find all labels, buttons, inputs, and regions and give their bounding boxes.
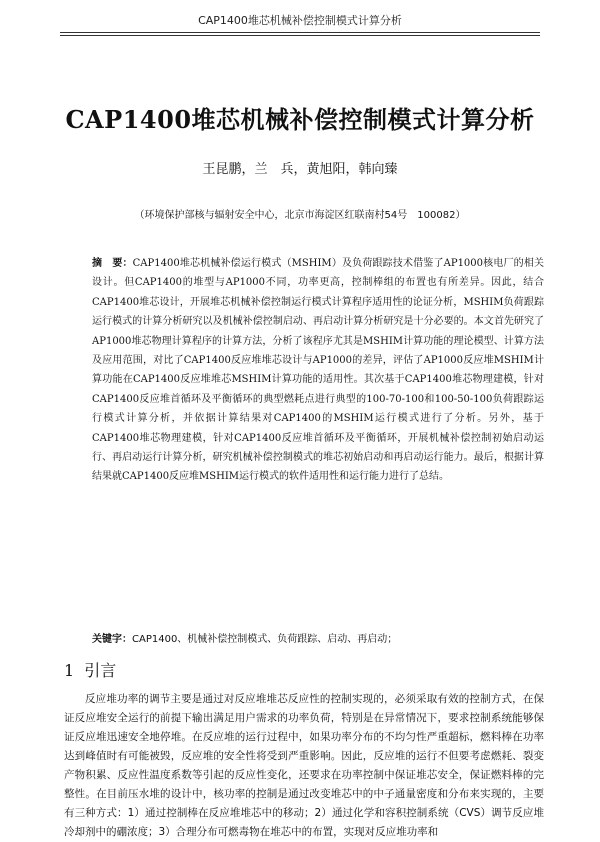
abstract-text: CAP1400堆芯机械补偿运行模式（MSHIM）及负荷跟踪技术借鉴了AP1000核电厂的相关设计。但CAP1400的堆型与AP1000不同，功率更高，控制棒组的布置也有所差异。因此，结合CAP1400堆芯设计，开展堆芯机械补偿控制运行模式计算程序适用性的论证分析，MSHIM负荷跟踪运行模式的计算分析研究以及机械补偿控制启动、再启动计算分析研究是十分必要的。本文首先研究了AP1000堆芯物理计算程序的计算方法，分析了该程序尤其是MSHIM计算功能的理论模型、计算方法及应用范围，对比了CAP1400反应堆堆芯设计与AP1000的差异，评估了AP1000反应堆MSHIM计算功能在CAP1400反应堆堆芯MSHIM计算功能的适用性。其次基于CAP1400堆芯物理建模，针对CAP1400反应堆首循环及平衡循环的典型燃耗点进行典型的100-70-100和100-50-100负荷跟踪运行模式计算分析，并依据计算结果对CAP1400的MSHIM运行模式进行了分析。另外，基于CAP1400堆芯物理建模，针对CAP1400反应堆首循环及平衡循环，开展机械补偿控制初始启动运行、再启动运行计算分析，研究机械补偿控制模式的堆芯初始启动和再启动运行能力。最后，根据计算结果就CAP1400反应堆MSHIM运行模式的软件适用性和运行能力进行了总结。 [92, 258, 545, 483]
paper-title: CAP1400堆芯机械补偿控制模式计算分析 [65, 105, 535, 134]
abstract [92, 254, 544, 487]
keywords-label: 关键字： [92, 634, 132, 645]
keywords [92, 630, 544, 645]
keywords-text: CAP1400、机械补偿控制模式、负荷跟踪、启动、再启动； [132, 634, 398, 645]
authors: 王昆鹏，兰 兵，黄旭阳，韩向臻 [202, 162, 398, 177]
section-title: 引言 [84, 661, 117, 680]
header-rule [60, 32, 540, 33]
header-rule-double [60, 35, 540, 36]
body-paragraph: 反应堆功率的调节主要是通过对反应堆堆芯反应性的控制实现的，必须采取有效的控制方式，在保证反应堆安全运行的前提下输出满足用户需求的功率负荷，特别是在异常情况下，要求控制系统能够保证反应堆迅速安全地停堆。在反应堆的运行过程中，如果功率分布的不均匀性严重超标，燃料棒在功率达到峰值时有可能被毁，反应堆的安全性将受到严重影响。因此，反应堆的运行不但要考虑燃耗、裂变产物积累、反应性温度系数等引起的反应性变化，还要求在功率控制中保证堆芯安全，保证燃料棒的完整性。在目前压水堆的设计中，核功率的控制是通过改变堆芯中的中子通量密度和分布来实现的，主要有三种方式：1）通过控制棒在反应堆堆芯中的移动；2）通过化学和容积控制系统（CVS）调节反应堆冷却剂中的硼浓度；3）合理分布可燃毒物在堆芯中的布置，实现对反应堆功率和 [64, 693, 544, 838]
running-header: CAP1400堆芯机械补偿控制模式计算分析 [198, 14, 402, 27]
abstract-label: 摘 要： [92, 258, 133, 269]
affiliation: （环境保护部核与辐射安全中心，北京市海淀区红联南村54号 100082） [134, 210, 466, 221]
section-heading [64, 658, 126, 681]
section-number: 1 [64, 661, 75, 680]
